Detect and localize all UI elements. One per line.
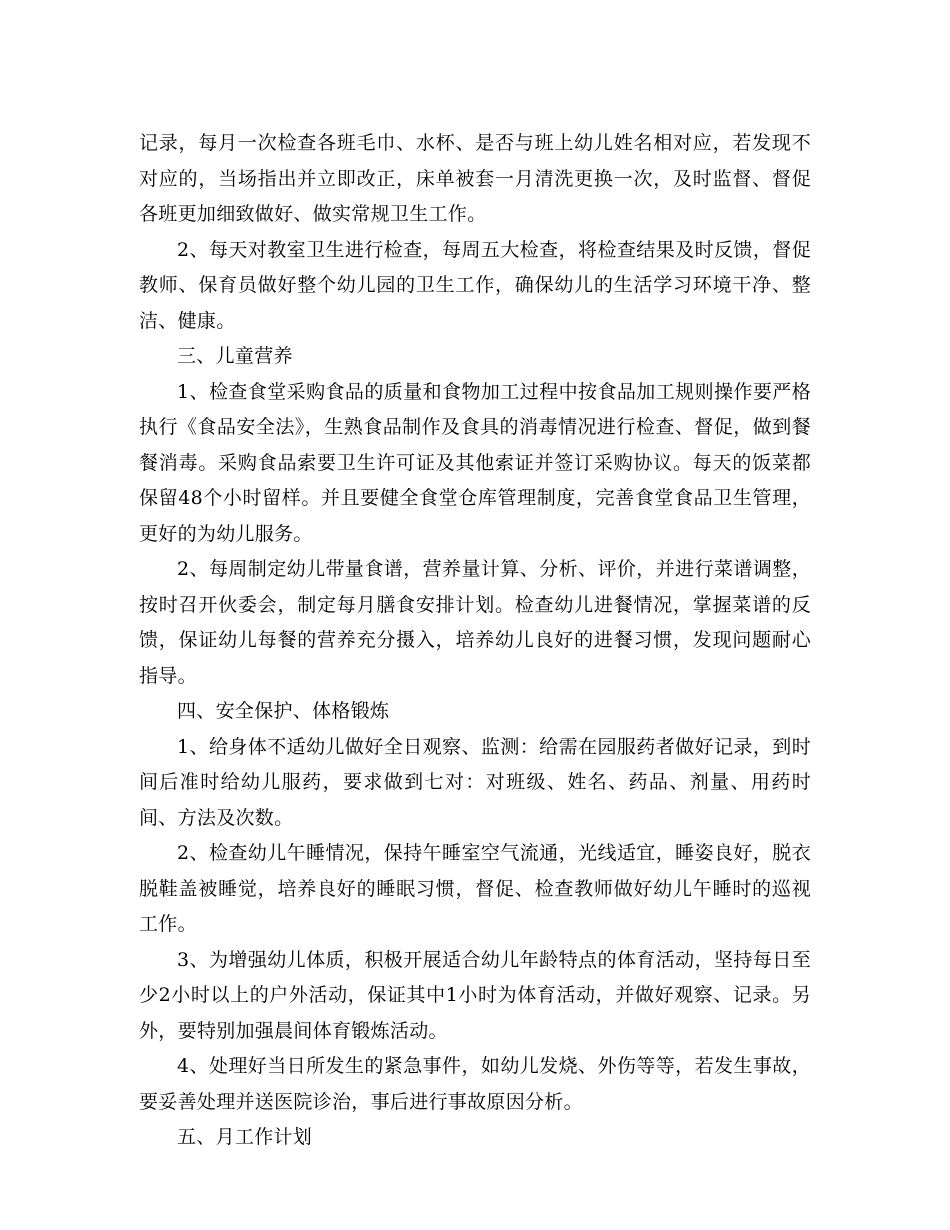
section-heading-safety-exercise: 四、安全保护、体格锻炼: [177, 700, 390, 722]
paragraph-medication: 1、给身体不适幼儿做好全日观察、监测：给需在园服药者做好记录，到时间后准时给幼儿服药，要求做到七对：对班级、姓名、药品、剂量、用药时间、方法及次数。: [139, 735, 811, 829]
paragraph-physical-activity: 3、为增强幼儿体质，积极开展适合幼儿年龄特点的体育活动，坚持每日至少2小时以上的户外活动，保证其中1小时为体育活动，并做好观察、记录。另外，要特别加强晨间体育锻炼活动。: [139, 948, 811, 1042]
paragraph-weekly-menu: 2、每周制定幼儿带量食谱，营养量计算、分析、评价，并进行菜谱调整，按时召开伙委会，制定每月膳食安排计划。检查幼儿进餐情况，掌握菜谱的反馈，保证幼儿每餐的营养充分摄入，培养幼儿良好的进餐习惯，发现问题耐心指导。: [139, 558, 811, 687]
paragraph-nap-check: 2、检查幼儿午睡情况，保持午睡室空气流通，光线适宜，睡姿良好，脱衣脱鞋盖被睡觉，培养良好的睡眠习惯，督促、检查教师做好幼儿午睡时的巡视工作。: [139, 842, 811, 935]
paragraph-classroom-hygiene: 2、每天对教室卫生进行检查，每周五大检查，将检查结果及时反馈，督促教师、保育员做好整个幼儿园的卫生工作，确保幼儿的生活学习环境干净、整洁、健康。: [139, 238, 811, 332]
section-heading-child-nutrition: 三、儿童营养: [177, 345, 293, 367]
paragraph-continuation: 记录，每月一次检查各班毛巾、水杯、是否与班上幼儿姓名相对应，若发现不对应的，当场指出并立即改正，床单被套一月清洗更换一次，及时监督、督促各班更加细致做好、做实常规卫生工作。: [139, 132, 811, 225]
paragraph-emergency: 4、处理好当日所发生的紧急事件，如幼儿发烧、外伤等等，若发生事故，要妥善处理并送医院诊治，事后进行事故原因分析。: [139, 1055, 811, 1113]
section-heading-monthly-plan: 五、月工作计划: [177, 1126, 313, 1148]
document-body: [139, 126, 811, 1156]
paragraph-canteen-inspection: 1、检查食堂采购食品的质量和食物加工过程中按食品加工规则操作要严格执行《食品安全法》，生熟食品制作及食具的消毒情况进行检查、督促，做到餐餐消毒。采购食品索要卫生许可证及其他索证并签订采购协议。每天的饭菜都保留48个小时留样。并且要健全食堂仓库管理制度，完善食堂食品卫生管理，更好的为幼儿服务。: [139, 380, 811, 545]
